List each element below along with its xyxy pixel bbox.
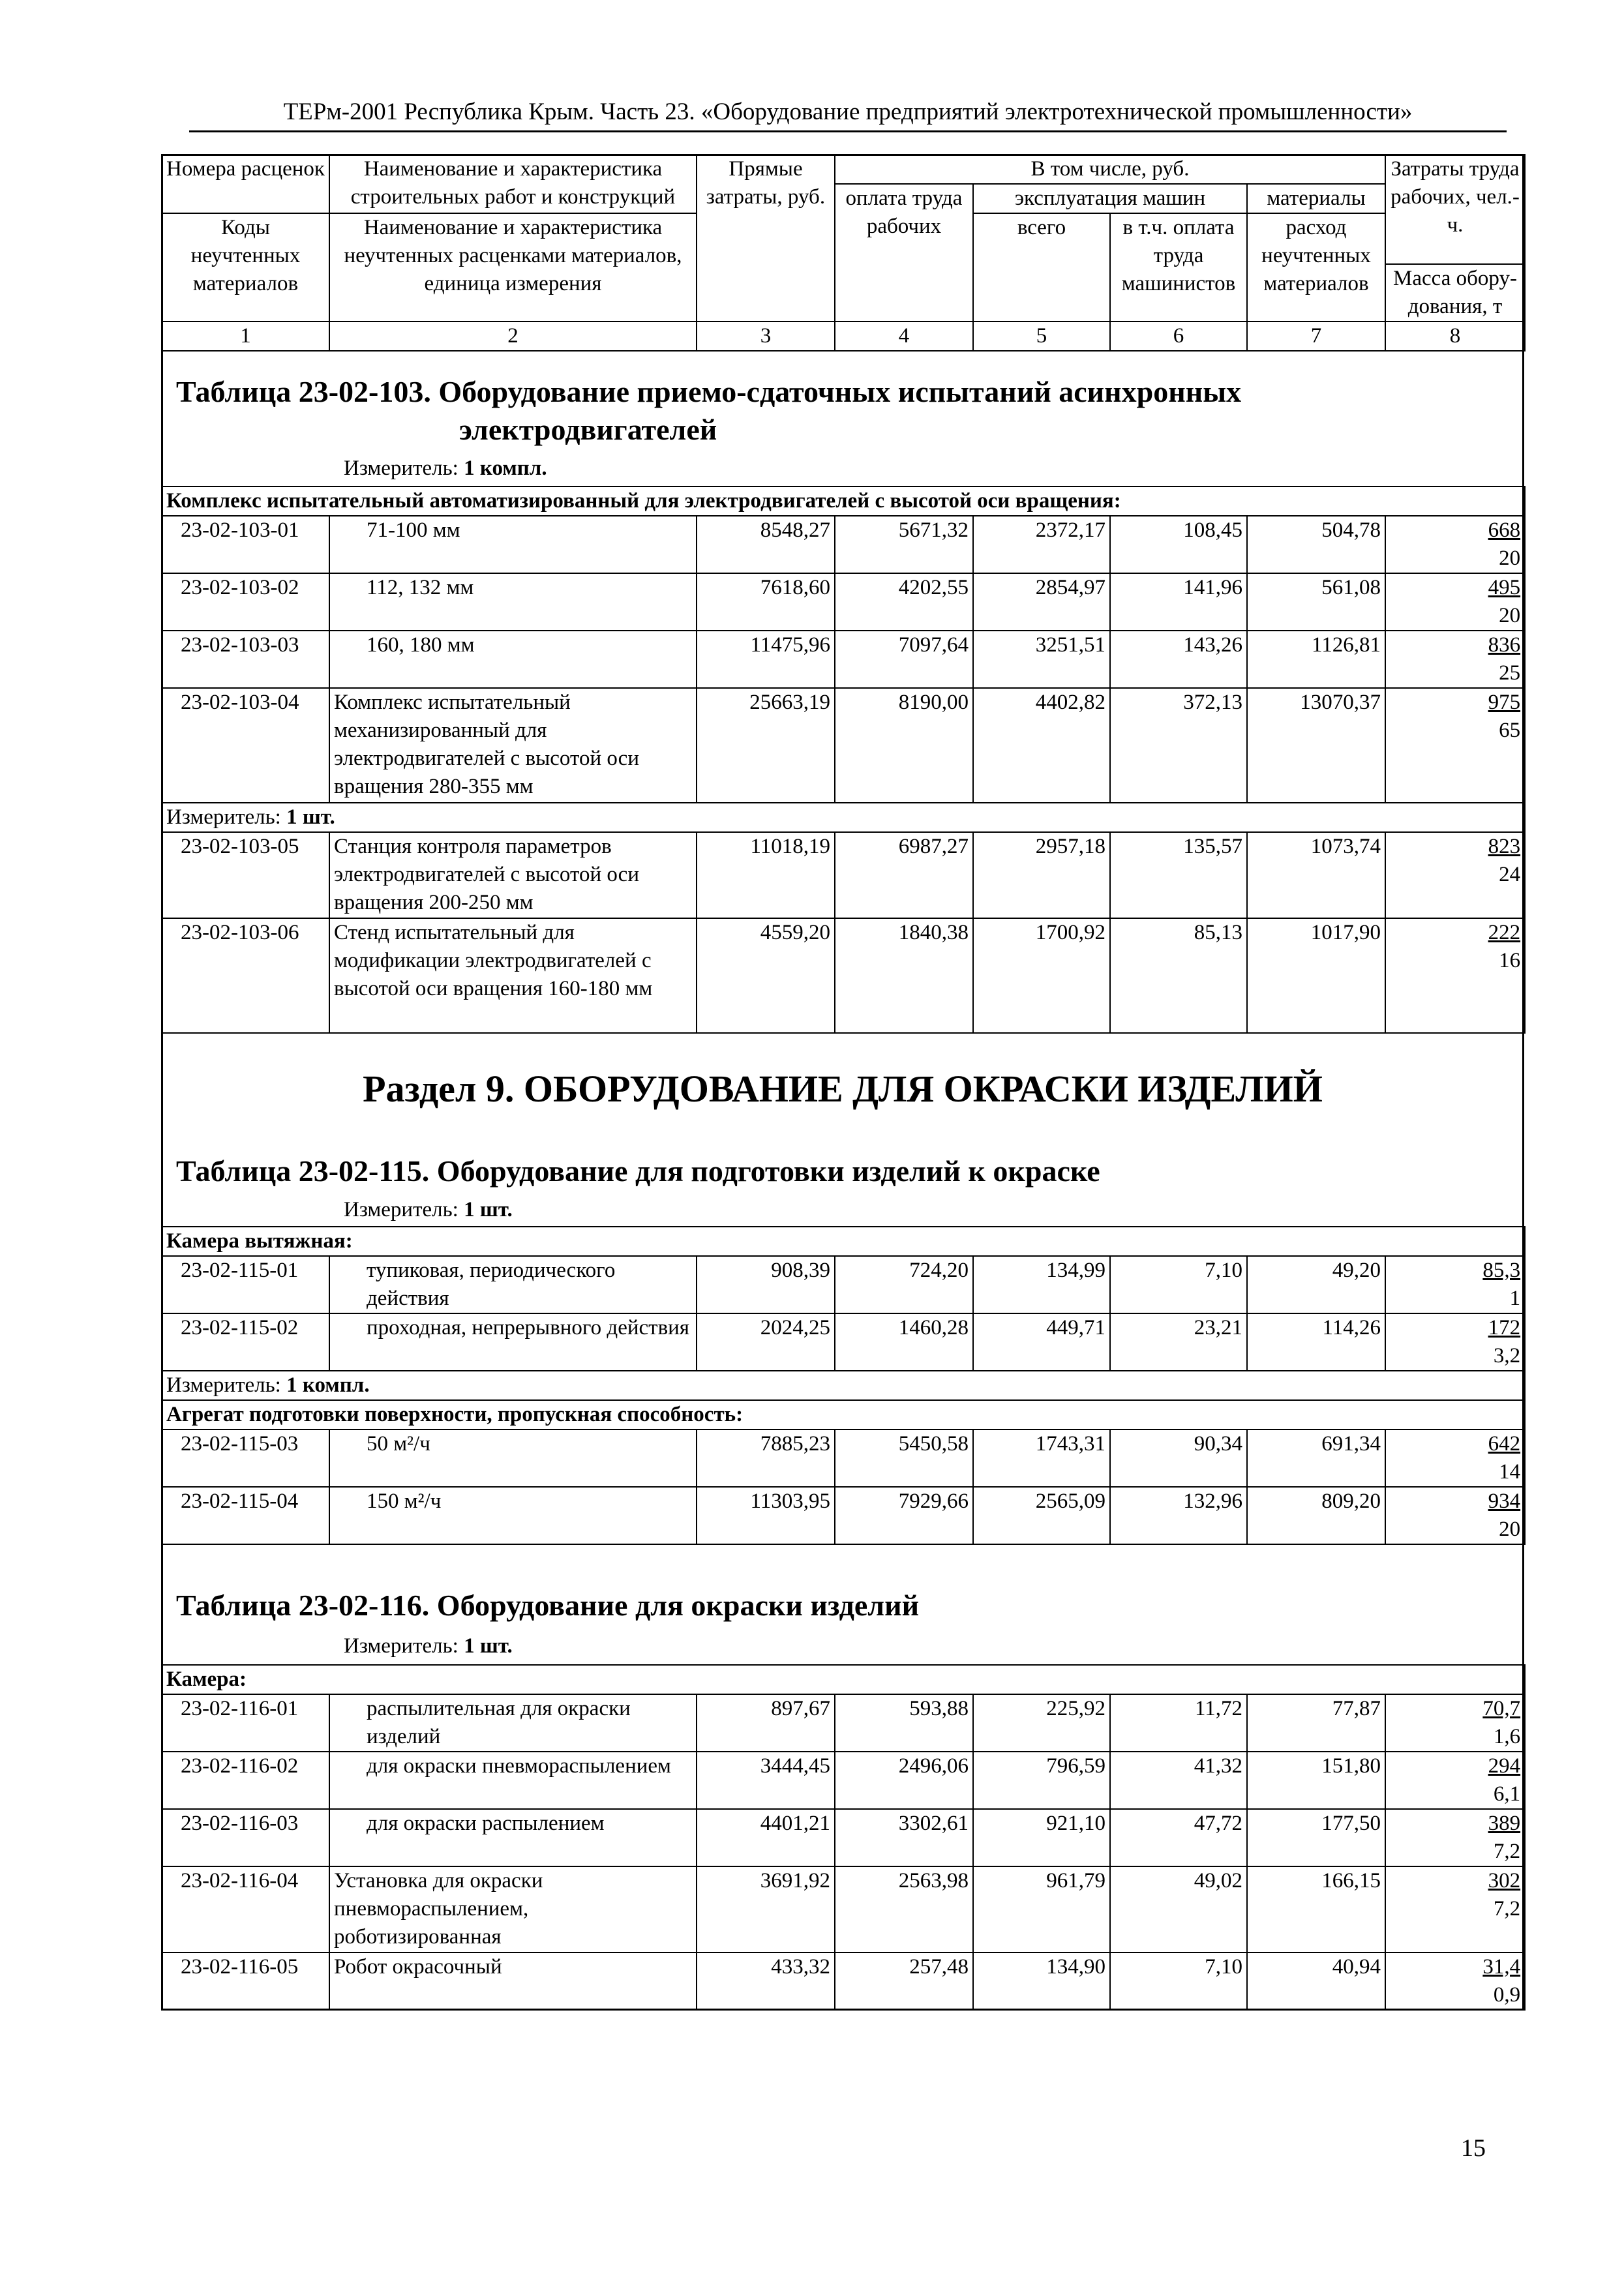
materials-cost: 13070,37: [1247, 688, 1385, 803]
labor-hours: 975: [1488, 691, 1521, 714]
materials-cost: 504,78: [1247, 516, 1385, 573]
table-row: [162, 631, 1525, 688]
header-machine-total: всего: [973, 213, 1110, 322]
work-name: 50 м²/ч: [329, 1429, 697, 1487]
labor-pay: 257,48: [835, 1952, 973, 2010]
labor-hours: 495: [1488, 576, 1521, 599]
equipment-mass: 25: [1499, 661, 1521, 685]
table-row: [162, 1952, 1525, 2010]
machinist-pay: 90,34: [1110, 1429, 1247, 1487]
machine-cost: 796,59: [973, 1752, 1110, 1809]
table-row: [162, 573, 1525, 631]
machinist-pay: 7,10: [1110, 1256, 1247, 1313]
machine-cost: 961,79: [973, 1866, 1110, 1952]
rate-code: 23-02-103-04: [162, 688, 329, 803]
direct-cost: 433,32: [697, 1952, 835, 2010]
work-name: тупиковая, периодического действия: [329, 1256, 697, 1313]
header-equipment-mass: Масса обору-дования, т: [1385, 264, 1525, 322]
table-row: [162, 1487, 1525, 1544]
measure-label: Измеритель:: [344, 456, 459, 480]
table-row: [162, 516, 1525, 573]
machine-cost: 225,92: [973, 1694, 1110, 1752]
table-103-title: [176, 373, 1241, 449]
col-number: 8: [1385, 322, 1525, 351]
labor-hours: 172: [1488, 1316, 1521, 1339]
header-labor-pay: оплата труда рабочих: [835, 184, 973, 322]
direct-cost: 25663,19: [697, 688, 835, 803]
table-row: [162, 918, 1525, 1033]
section-title: Раздел 9. ОБОРУДОВАНИЕ ДЛЯ ОКРАСКИ ИЗДЕЛИЙ: [363, 1068, 1323, 1110]
direct-cost: 7618,60: [697, 573, 835, 631]
rate-code: 23-02-115-02: [162, 1313, 329, 1371]
direct-cost: 11018,19: [697, 832, 835, 918]
machinist-pay: 85,13: [1110, 918, 1247, 1033]
page-number: 15: [1461, 2134, 1486, 2162]
materials-cost: 177,50: [1247, 1809, 1385, 1866]
col-number: 2: [329, 322, 697, 351]
direct-cost: 2024,25: [697, 1313, 835, 1371]
machine-cost: 921,10: [973, 1809, 1110, 1866]
equipment-mass: 16: [1499, 949, 1521, 972]
machine-cost: 1700,92: [973, 918, 1110, 1033]
table-row: [162, 1429, 1525, 1487]
head-rule: [189, 130, 1507, 132]
labor-pay: 6987,27: [835, 832, 973, 918]
labor-hours: 642: [1488, 1432, 1521, 1456]
machine-cost: 2957,18: [973, 832, 1110, 918]
equipment-mass: 0,9: [1493, 1983, 1521, 2007]
work-name: Комплекс испытательный механизированный для электродвигателей с высотой оси вращения 280-355 мм: [329, 688, 697, 803]
table-row: [162, 1809, 1525, 1866]
table-row: [162, 688, 1525, 803]
labor-pay: 724,20: [835, 1256, 973, 1313]
header-col2-top: Наименование и характеристика строительных работ и конструкций: [329, 155, 697, 213]
labor-hours: 294: [1488, 1754, 1521, 1778]
table-row: [162, 1752, 1525, 1809]
group-heading: Комплекс испытательный автоматизированный для электродвигателей с высотой оси вращения:: [162, 486, 1525, 516]
direct-cost: 3444,45: [697, 1752, 835, 1809]
header-col2-bottom: Наименование и характеристика неучтенных расценками материалов, единица измерения: [329, 213, 697, 322]
labor-pay: 2496,06: [835, 1752, 973, 1809]
table-103-title-line2: электродвигателей: [459, 413, 717, 446]
work-name: Станция контроля параметров электродвигателей с высотой оси вращения 200-250 мм: [329, 832, 697, 918]
rate-code: 23-02-103-02: [162, 573, 329, 631]
table-115-title: Таблица 23-02-115. Оборудование для подготовки изделий к окраске: [176, 1154, 1100, 1188]
rate-code: 23-02-115-04: [162, 1487, 329, 1544]
materials-cost: 561,08: [1247, 573, 1385, 631]
column-header-table: [161, 154, 1526, 352]
equipment-mass: 3,2: [1493, 1344, 1521, 1368]
machine-cost: 2854,97: [973, 573, 1110, 631]
materials-cost: 77,87: [1247, 1694, 1385, 1752]
machinist-pay: 41,32: [1110, 1752, 1247, 1809]
machinist-pay: 143,26: [1110, 631, 1247, 688]
col-number: 3: [697, 322, 835, 351]
work-name: распылительная для окраски изделий: [329, 1694, 697, 1752]
equipment-mass: 24: [1499, 863, 1521, 886]
rate-code: 23-02-116-04: [162, 1866, 329, 1952]
table-103: [161, 486, 1526, 1034]
direct-cost: 7885,23: [697, 1429, 835, 1487]
direct-cost: 8548,27: [697, 516, 835, 573]
group-heading: Агрегат подготовки поверхности, пропускная способность:: [162, 1400, 1525, 1429]
table-row: [162, 1256, 1525, 1313]
table-row: [162, 1866, 1525, 1952]
labor-pay: 5450,58: [835, 1429, 973, 1487]
col-number: 6: [1110, 322, 1247, 351]
col-number: 7: [1247, 322, 1385, 351]
rate-code: 23-02-103-05: [162, 832, 329, 918]
work-name: 112, 132 мм: [329, 573, 697, 631]
header-col1-top: Номера расценок: [162, 155, 329, 213]
materials-cost: 809,20: [1247, 1487, 1385, 1544]
labor-pay: 2563,98: [835, 1866, 973, 1952]
machinist-pay: 23,21: [1110, 1313, 1247, 1371]
equipment-mass: 20: [1499, 546, 1521, 570]
labor-pay: 1460,28: [835, 1313, 973, 1371]
work-name: Робот окрасочный: [329, 1952, 697, 2010]
rate-code: 23-02-103-06: [162, 918, 329, 1033]
labor-pay: 7929,66: [835, 1487, 973, 1544]
header-in-total: В том числе, руб.: [835, 155, 1385, 184]
equipment-mass: 6,1: [1493, 1782, 1521, 1806]
equipment-mass: 14: [1499, 1460, 1521, 1484]
machine-cost: 134,99: [973, 1256, 1110, 1313]
machine-cost: 2565,09: [973, 1487, 1110, 1544]
machine-cost: 449,71: [973, 1313, 1110, 1371]
equipment-mass: 20: [1499, 1518, 1521, 1541]
direct-cost: 908,39: [697, 1256, 835, 1313]
table-row: [162, 832, 1525, 918]
work-name: для окраски пневмораспылением: [329, 1752, 697, 1809]
measure-row: [162, 803, 1525, 832]
materials-cost: 114,26: [1247, 1313, 1385, 1371]
work-name: Стенд испытательный для модификации электродвигателей с высотой оси вращения 160-180 мм: [329, 918, 697, 1033]
materials-cost: 1126,81: [1247, 631, 1385, 688]
table-row: [162, 1694, 1525, 1752]
measure-value: 1 шт.: [286, 805, 335, 829]
machinist-pay: 47,72: [1110, 1809, 1247, 1866]
work-name: 71-100 мм: [329, 516, 697, 573]
measure-value: 1 компл.: [286, 1373, 370, 1397]
equipment-mass: 20: [1499, 604, 1521, 627]
rate-code: 23-02-103-03: [162, 631, 329, 688]
measure-value: 1 шт.: [464, 1198, 513, 1221]
labor-pay: 593,88: [835, 1694, 973, 1752]
table-row: [162, 1313, 1525, 1371]
equipment-mass: 7,2: [1493, 1897, 1521, 1921]
rate-code: 23-02-115-03: [162, 1429, 329, 1487]
labor-hours: 222: [1488, 921, 1521, 944]
direct-cost: 11475,96: [697, 631, 835, 688]
work-name: проходная, непрерывного действия: [329, 1313, 697, 1371]
labor-pay: 5671,32: [835, 516, 973, 573]
header-materials: материалы: [1247, 184, 1385, 213]
measure-value: 1 компл.: [464, 456, 547, 480]
header-materials-consumption: расход неучтенных материалов: [1247, 213, 1385, 322]
labor-hours: 823: [1488, 835, 1521, 858]
labor-pay: 8190,00: [835, 688, 973, 803]
materials-cost: 40,94: [1247, 1952, 1385, 2010]
labor-hours: 31,4: [1482, 1955, 1521, 1979]
labor-pay: 7097,64: [835, 631, 973, 688]
measure-label: Измеритель:: [344, 1198, 459, 1221]
header-machine-pay: в т.ч. оплата труда машинистов: [1110, 213, 1247, 322]
running-head: ТЕРм-2001 Республика Крым. Часть 23. «Оборудование предприятий электротехнической промышленности»: [283, 98, 1413, 125]
direct-cost: 4401,21: [697, 1809, 835, 1866]
labor-pay: 3302,61: [835, 1809, 973, 1866]
labor-hours: 836: [1488, 633, 1521, 657]
machine-cost: 3251,51: [973, 631, 1110, 688]
machine-cost: 2372,17: [973, 516, 1110, 573]
equipment-mass: 65: [1499, 719, 1521, 742]
measure-row: [162, 1371, 1525, 1400]
header-labor-cost: Затраты труда рабочих, чел.-ч.: [1385, 155, 1525, 264]
direct-cost: 4559,20: [697, 918, 835, 1033]
work-name: для окраски распылением: [329, 1809, 697, 1866]
measure-label: Измеритель:: [166, 805, 281, 829]
labor-hours: 934: [1488, 1489, 1521, 1513]
machine-cost: 134,90: [973, 1952, 1110, 2010]
labor-pay: 4202,55: [835, 573, 973, 631]
machinist-pay: 372,13: [1110, 688, 1247, 803]
direct-cost: 11303,95: [697, 1487, 835, 1544]
table-116-title: Таблица 23-02-116. Оборудование для окраски изделий: [176, 1589, 920, 1622]
work-name: Установка для окраски пневмораспылением, роботизированная: [329, 1866, 697, 1952]
machinist-pay: 7,10: [1110, 1952, 1247, 2010]
machinist-pay: 132,96: [1110, 1487, 1247, 1544]
col-number: 5: [973, 322, 1110, 351]
rate-code: 23-02-116-03: [162, 1809, 329, 1866]
machinist-pay: 135,57: [1110, 832, 1247, 918]
table-103-title-line1: Таблица 23-02-103. Оборудование приемо-сдаточных испытаний асинхронных: [176, 375, 1242, 408]
equipment-mass: 1: [1509, 1287, 1521, 1310]
machinist-pay: 11,72: [1110, 1694, 1247, 1752]
materials-cost: 1073,74: [1247, 832, 1385, 918]
measure-label: Измеритель:: [344, 1634, 459, 1658]
work-name: 160, 180 мм: [329, 631, 697, 688]
machinist-pay: 49,02: [1110, 1866, 1247, 1952]
machine-cost: 4402,82: [973, 688, 1110, 803]
header-col1-bottom: Коды неучтенных материалов: [162, 213, 329, 322]
header-machine-op: эксплуатация машин: [973, 184, 1247, 213]
labor-hours: 70,7: [1482, 1697, 1521, 1720]
work-name: 150 м²/ч: [329, 1487, 697, 1544]
labor-hours: 85,3: [1482, 1259, 1521, 1282]
rate-code: 23-02-116-05: [162, 1952, 329, 2010]
equipment-mass: 1,6: [1493, 1725, 1521, 1748]
labor-hours: 668: [1488, 518, 1521, 542]
table-115: [161, 1226, 1526, 1545]
header-direct-costs: Прямые затраты, руб.: [697, 155, 835, 322]
measure-label: Измеритель:: [166, 1373, 281, 1397]
direct-cost: 897,67: [697, 1694, 835, 1752]
materials-cost: 151,80: [1247, 1752, 1385, 1809]
materials-cost: 691,34: [1247, 1429, 1385, 1487]
materials-cost: 49,20: [1247, 1256, 1385, 1313]
rate-code: 23-02-103-01: [162, 516, 329, 573]
table-115-measure: [344, 1196, 513, 1223]
col-number: 4: [835, 322, 973, 351]
measure-value: 1 шт.: [464, 1634, 513, 1658]
rate-code: 23-02-115-01: [162, 1256, 329, 1313]
materials-cost: 1017,90: [1247, 918, 1385, 1033]
machine-cost: 1743,31: [973, 1429, 1110, 1487]
group-heading: Камера:: [162, 1665, 1525, 1694]
labor-hours: 302: [1488, 1869, 1521, 1893]
rate-code: 23-02-116-01: [162, 1694, 329, 1752]
materials-cost: 166,15: [1247, 1866, 1385, 1952]
table-103-measure: [344, 455, 547, 482]
labor-pay: 1840,38: [835, 918, 973, 1033]
table-116-measure: [344, 1632, 513, 1660]
equipment-mass: 7,2: [1493, 1840, 1521, 1863]
table-116: [161, 1664, 1526, 2011]
rate-code: 23-02-116-02: [162, 1752, 329, 1809]
labor-hours: 389: [1488, 1812, 1521, 1835]
group-heading: Камера вытяжная:: [162, 1227, 1525, 1256]
direct-cost: 3691,92: [697, 1866, 835, 1952]
col-number: 1: [162, 322, 329, 351]
machinist-pay: 108,45: [1110, 516, 1247, 573]
machinist-pay: 141,96: [1110, 573, 1247, 631]
